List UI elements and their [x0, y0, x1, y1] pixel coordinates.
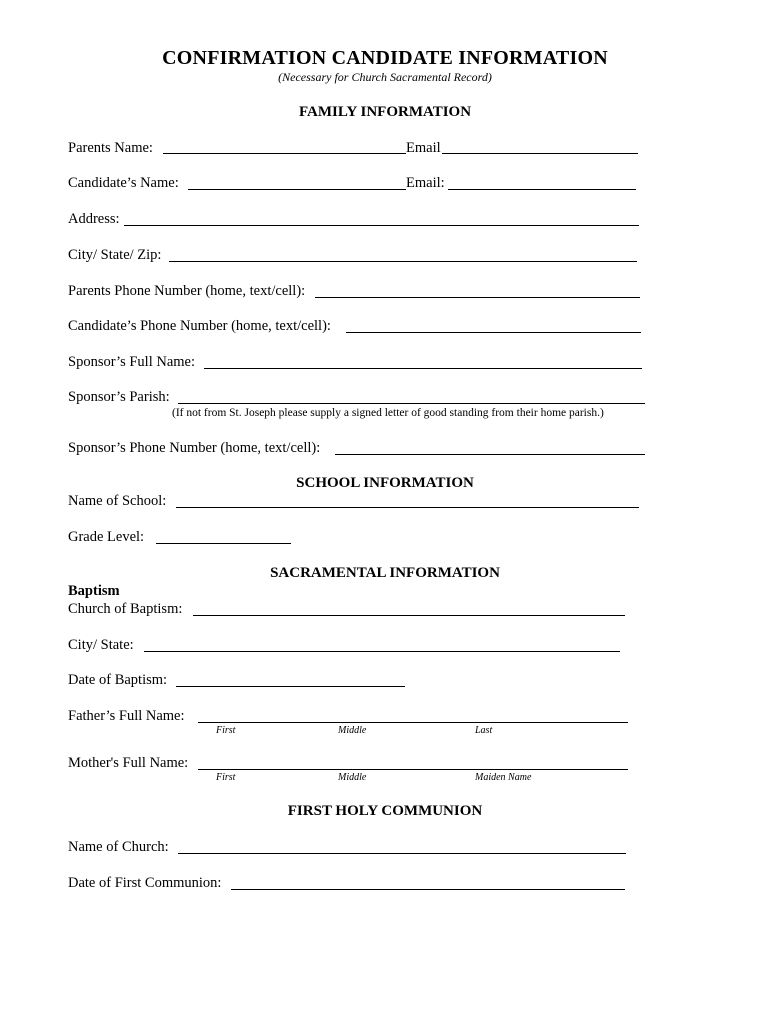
- grade-level-field[interactable]: [156, 543, 291, 544]
- communion-date-label: Date of First Communion:: [68, 875, 222, 891]
- communion-section-heading: FIRST HOLY COMMUNION: [287, 803, 483, 819]
- baptism-heading: Baptism: [68, 583, 120, 599]
- mother-first-caption: First: [216, 772, 236, 783]
- page-title: CONFIRMATION CANDIDATE INFORMATION: [162, 47, 608, 69]
- mother-maiden-caption: Maiden Name: [475, 772, 532, 783]
- city-state-zip-field[interactable]: [169, 261, 637, 262]
- sponsor-parish-field[interactable]: [178, 403, 645, 404]
- baptism-city-state-label: City/ State:: [68, 637, 134, 653]
- school-name-label: Name of School:: [68, 493, 167, 509]
- church-of-baptism-label: Church of Baptism:: [68, 601, 183, 617]
- date-of-baptism-field[interactable]: [176, 686, 405, 687]
- father-last-caption: Last: [475, 725, 493, 736]
- address-label: Address:: [68, 211, 120, 227]
- communion-church-field[interactable]: [178, 853, 626, 854]
- family-section-heading: FAMILY INFORMATION: [298, 104, 472, 120]
- school-name-field[interactable]: [176, 507, 639, 508]
- candidate-name-field[interactable]: [188, 189, 406, 190]
- date-of-baptism-label: Date of Baptism:: [68, 672, 168, 688]
- page-subtitle: (Necessary for Church Sacramental Record): [278, 70, 492, 84]
- mother-middle-caption: Middle: [338, 772, 367, 783]
- city-state-zip-label: City/ State/ Zip:: [68, 247, 162, 263]
- father-first-caption: First: [216, 725, 236, 736]
- fathers-name-field[interactable]: [198, 722, 628, 723]
- parents-phone-field[interactable]: [315, 297, 640, 298]
- parents-email-field[interactable]: [442, 153, 638, 154]
- parents-name-field[interactable]: [163, 153, 406, 154]
- mothers-name-field[interactable]: [198, 769, 628, 770]
- candidate-name-label: Candidate’s Name:: [68, 175, 179, 191]
- baptism-city-state-field[interactable]: [144, 651, 620, 652]
- sponsor-parish-label: Sponsor’s Parish:: [68, 389, 170, 405]
- candidate-email-field[interactable]: [448, 189, 636, 190]
- sacramental-section-heading: SACRAMENTAL INFORMATION: [270, 565, 500, 581]
- fathers-name-label: Father’s Full Name:: [68, 708, 185, 724]
- parents-phone-label: Parents Phone Number (home, text/cell):: [68, 283, 306, 299]
- grade-level-label: Grade Level:: [68, 529, 145, 545]
- candidate-email-label: Email:: [406, 175, 445, 191]
- candidate-phone-field[interactable]: [346, 332, 641, 333]
- sponsor-phone-field[interactable]: [335, 454, 645, 455]
- communion-church-label: Name of Church:: [68, 839, 169, 855]
- sponsor-name-field[interactable]: [204, 368, 642, 369]
- father-middle-caption: Middle: [338, 725, 367, 736]
- sponsor-name-label: Sponsor’s Full Name:: [68, 354, 196, 370]
- sponsor-parish-note: (If not from St. Joseph please supply a signed letter of good standing from their home parish.): [172, 407, 604, 419]
- parents-email-label: Email: [406, 140, 441, 156]
- sponsor-phone-label: Sponsor’s Phone Number (home, text/cell):: [68, 440, 321, 456]
- address-field[interactable]: [124, 225, 639, 226]
- candidate-phone-label: Candidate’s Phone Number (home, text/cell):: [68, 318, 331, 334]
- church-of-baptism-field[interactable]: [193, 615, 625, 616]
- mothers-name-label: Mother's Full Name:: [68, 755, 189, 771]
- school-section-heading: SCHOOL INFORMATION: [296, 475, 474, 491]
- parents-name-label: Parents Name:: [68, 140, 153, 156]
- communion-date-field[interactable]: [231, 889, 625, 890]
